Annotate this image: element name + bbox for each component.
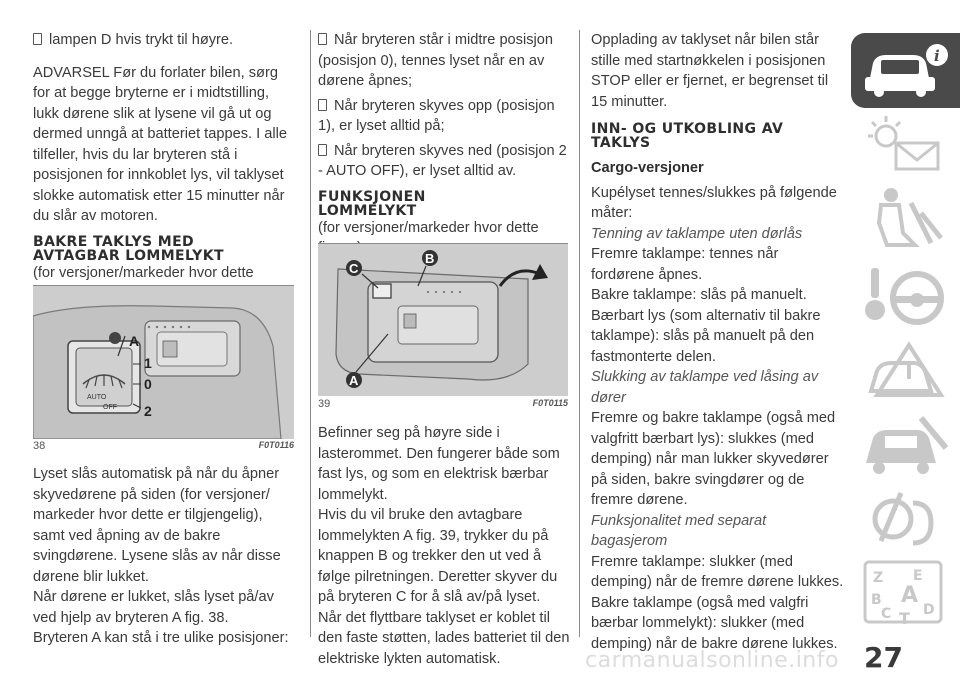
checkbox-bullet-icon — [33, 33, 42, 45]
page-number: 27 — [864, 641, 903, 674]
alphabetical-index-icon — [851, 558, 960, 628]
checkbox-bullet-icon — [318, 99, 327, 111]
column-2-lower — [318, 423, 570, 669]
tab-maintenance[interactable] — [851, 408, 960, 483]
position-2-label: 2 — [144, 403, 152, 419]
lamp-illustration — [318, 244, 568, 396]
figure-number: 38 — [33, 440, 46, 452]
index-letter-a: A — [901, 583, 919, 608]
section-subtitle: (for versjoner/markeder hvor dette — [33, 264, 254, 281]
figure-38-caption — [33, 440, 294, 452]
breakdown-icon — [851, 333, 960, 408]
callout-c-label: C — [349, 261, 359, 276]
body-paragraph: Når det flyttbare taklyset er koblet til den faste støtten, lades batteriet til den elektriske lykten automatisk. — [318, 609, 570, 667]
callout-b-label: B — [425, 251, 435, 266]
tab-index[interactable] — [851, 558, 960, 628]
column-divider — [310, 30, 311, 637]
intro-paragraph: Opplading av taklyset når bilen står stille med startnøkkelen i posisjonen STOP eller er fjernet, er begrenset til 15 minutter. — [591, 32, 829, 110]
position-0-label: 0 — [144, 376, 152, 392]
subheading: Cargo-versjoner — [591, 160, 704, 176]
checkbox-bullet-icon — [318, 33, 327, 45]
column-1 — [33, 30, 295, 304]
column-2 — [318, 30, 568, 259]
tab-starting-driving[interactable] — [851, 258, 960, 333]
body-paragraph: Når dørene er lukket, slås lyset på/av ved hjelp av bryteren A fig. 38. — [33, 589, 274, 626]
callout-a-label: A — [129, 333, 140, 349]
column-3 — [591, 30, 844, 654]
column-divider — [579, 30, 580, 637]
chapter-sidebar — [851, 33, 960, 673]
body-paragraph: Bryteren A kan stå i tre ulike posisjoner: — [33, 630, 289, 646]
car-info-icon — [851, 33, 960, 108]
body-paragraph: Lyset slås automatisk på når du åpner skyvedørene på siden (for versjoner/ markeder hvor dette er tilgjengelig), samt ved åpning av de bakre svingdørene. Lysene slås av når disse dørene blir lukket. — [33, 466, 281, 585]
switch-illustration — [33, 286, 294, 439]
index-letter-e: E — [913, 568, 923, 584]
tab-lights-warnings[interactable] — [851, 108, 960, 183]
section-heading: FUNKSJONEN LOMMELYKT — [318, 188, 426, 219]
figure-code: F0T0116 — [258, 440, 294, 450]
technical-data-icon — [851, 483, 960, 558]
section-heading: BAKRE TAKLYS MED AVTAGBAR LOMMELYKT — [33, 233, 224, 264]
italic-subheading: Funksjonalitet med separat bagasjerom — [591, 512, 767, 549]
figure-39 — [318, 243, 568, 396]
index-letter-d: D — [923, 602, 935, 618]
body-paragraph: Befinner seg på høyre side i lasterommet. Den fungerer både som fast lys, og som en elektrisk bærbar lommelykt. — [318, 425, 560, 503]
body-paragraph: Fremre taklampe: slukker (med demping) når de fremre dørene lukkes. — [591, 553, 844, 590]
italic-subheading: Tenning av taklampe uten dørlås — [591, 225, 803, 242]
key-steering-icon — [851, 258, 960, 333]
body-paragraph: Bakre taklampe (også med valgfri bærbar lommelykt): slukker (med demping) når de bakre dørene lukkes. — [591, 594, 838, 652]
body-paragraph: Hvis du vil bruke den avtagbare lommelykten A fig. 39, trykker du på knappen B og trekker den ut ved å følge pilretningen. Deretter skyver du på bryteren C for å slå av/på lyset. — [318, 507, 558, 605]
callout-a-label: A — [349, 373, 359, 388]
checkbox-bullet-icon — [318, 144, 327, 156]
index-letter-z: Z — [873, 570, 884, 586]
off-label: OFF — [103, 404, 117, 411]
bullet-item: Når bryteren skyves opp (posisjon 1), er lyset alltid på; — [318, 97, 555, 134]
figure-code: F0T0115 — [532, 398, 568, 408]
body-paragraph: Kupélyset tennes/slukkes på følgende måter: — [591, 184, 837, 221]
tab-safety[interactable] — [851, 183, 960, 258]
body-paragraph: Fremre og bakre taklampe (også med valgfritt bærbart lys): slukkes (med demping) når man lukker skyvedører på siden, bakre svingdører og de fremre dørene. — [591, 410, 836, 508]
body-paragraph: Fremre taklampe: tennes når fordørene åpnes. — [591, 246, 779, 283]
safety-seat-icon — [851, 183, 960, 258]
bullet-item: Når bryteren skyves ned (posisjon 2 - AUTO OFF), er lyset alltid av. — [318, 142, 567, 179]
service-car-icon — [851, 408, 960, 483]
auto-label: AUTO — [87, 394, 107, 401]
tab-vehicle-info[interactable] — [851, 33, 960, 108]
italic-subheading: Slukking av taklampe ved låsing av dører — [591, 369, 819, 406]
position-1-label: 1 — [144, 355, 152, 371]
tab-emergency[interactable] — [851, 333, 960, 408]
lights-envelope-icon — [851, 108, 960, 183]
figure-39-caption — [318, 398, 568, 410]
index-letter-b: B — [871, 592, 882, 608]
section-subtitle: (for versjoner/markeder hvor dette — [318, 219, 539, 236]
tab-technical-data[interactable] — [851, 483, 960, 558]
figure-number: 39 — [318, 398, 331, 410]
watermark: carmanualsonline.info — [585, 648, 839, 673]
body-paragraph: Bakre taklampe: slås på manuelt. — [591, 287, 807, 303]
index-letter-t: T — [899, 609, 910, 628]
column-1-lower — [33, 464, 295, 649]
bullet-item: lampen D hvis trykt til høyre. — [33, 30, 295, 51]
body-paragraph: Bærbart lys (som alternativ til bakre taklampe): slås på manuelt på den fastmonterte delen. — [591, 307, 821, 365]
callout-a-marker — [109, 332, 121, 344]
figure-38 — [33, 285, 294, 439]
info-letter: i — [934, 47, 940, 65]
section-heading: INN- OG UTKOBLING AV TAKLYS — [591, 121, 784, 151]
warning-text: ADVARSEL Før du forlater bilen, sørg for at begge bryterne er i midtstilling, lukk dørene slik at lysene vil gå ut og dermed unngå at batteriet tappes. I alle tilfeller, hvis du lar bryteren stå i posisjonen for innkoblet lys, vil taklyset slokke automatisk etter 15 minutter når du slår av motoren. — [33, 64, 287, 224]
index-letter-c: C — [881, 606, 892, 622]
bullet-item: Når bryteren står i midtre posisjon (posisjon 0), tennes lyset når en av dørene åpnes; — [318, 32, 553, 89]
